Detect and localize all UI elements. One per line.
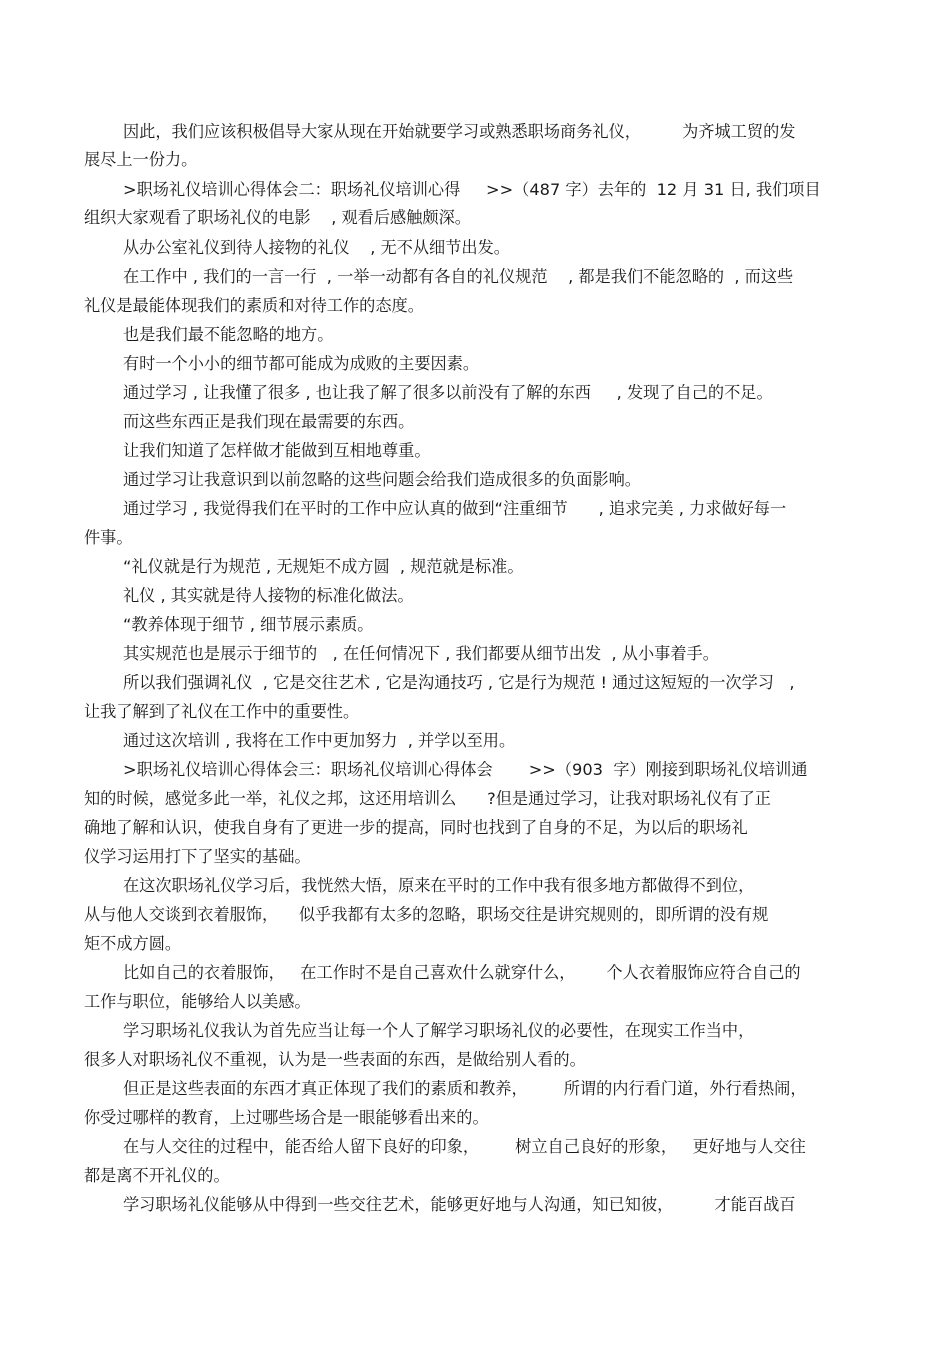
text-line: 其实规范也是展示于细节的 , 在任何情况下 , 我们都要从细节出发 , 从小事着手。 xyxy=(123,644,719,663)
text-line: 比如自己的衣着服饰， 在工作时不是自己喜欢什么就穿什么， 个人衣着服饰应符合自己的 xyxy=(123,963,801,982)
text-line: 礼仪 , 其实就是待人接物的标准化做法。 xyxy=(123,586,414,605)
text-line: 件事。 xyxy=(84,528,133,547)
text-line: 因此，我们应该积极倡导大家从现在开始就要学习或熟悉职场商务礼仪， 为齐城工贸的发 xyxy=(123,122,796,141)
text-line: 也是我们最不能忽略的地方。 xyxy=(123,325,334,344)
text-line: 从办公室礼仪到待人接物的礼仪 , 无不从细节出发。 xyxy=(123,238,510,257)
text-line: 在工作中 , 我们的一言一行 , 一举一动都有各自的礼仪规范 , 都是我们不能忽略的 , 而这些 xyxy=(123,267,794,286)
text-line: 通过学习 , 让我懂了很多 , 也让我了解了很多以前没有了解的东西 , 发现了自己的不足。 xyxy=(123,383,773,402)
text-line: 工作与职位，能够给人以美感。 xyxy=(84,992,311,1011)
text-line: 而这些东西正是我们现在最需要的东西。 xyxy=(123,412,415,431)
text-line: 都是离不开礼仪的。 xyxy=(84,1166,230,1185)
text-line: 让我们知道了怎样做才能做到互相地尊重。 xyxy=(123,441,431,460)
text-line: 组织大家观看了职场礼仪的电影 , 观看后感触颇深。 xyxy=(84,208,471,227)
text-line: >职场礼仪培训心得体会三：职场礼仪培训心得体会 >>（903 字）刚接到职场礼仪培训通 xyxy=(123,760,808,779)
text-line: 礼仪是最能体现我们的素质和对待工作的态度。 xyxy=(84,296,424,315)
text-line: 但正是这些表面的东西才真正体现了我们的素质和教养， 所谓的内行看门道，外行看热闹， xyxy=(123,1079,807,1098)
text-line: 让我了解到了礼仪在工作中的重要性。 xyxy=(84,702,360,721)
text-line: 通过学习 , 我觉得我们在平时的工作中应认真的做到“注重细节 , 追求完美 , 力求做好每一 xyxy=(123,499,787,518)
text-line: 知的时候，感觉多此一举，礼仪之邦，这还用培训么 ?但是通过学习，让我对职场礼仪有了正 xyxy=(84,789,771,808)
text-line: 从与他人交谈到衣着服饰， 似乎我都有太多的忽略，职场交往是讲究规则的，即所谓的没有规 xyxy=(84,905,769,924)
text-line: 有时一个小小的细节都可能成为成败的主要因素。 xyxy=(123,354,480,373)
text-line: 在这次职场礼仪学习后，我恍然大悟，原来在平时的工作中我有很多地方都做得不到位， xyxy=(123,876,755,895)
text-line: “礼仪就是行为规范 , 无规矩不成方圆 , 规范就是标准。 xyxy=(123,557,524,576)
text-line: 在与人交往的过程中，能否给人留下良好的印象， 树立自己良好的形象， 更好地与人交往 xyxy=(123,1137,806,1156)
text-line: 学习职场礼仪能够从中得到一些交往艺术，能够更好地与人沟通，知已知彼， 才能百战百 xyxy=(123,1195,796,1214)
text-line: “教养体现于细节 , 细节展示素质。 xyxy=(123,615,374,634)
text-line: 仪学习运用打下了坚实的基础。 xyxy=(84,847,311,866)
text-line: >职场礼仪培训心得体会二：职场礼仪培训心得 >>（487 字）去年的 12 月 31 日, 我们项目 xyxy=(123,180,821,199)
text-line: 确地了解和认识，使我自身有了更进一步的提高，同时也找到了自身的不足，为以后的职场礼 xyxy=(84,818,748,837)
text-line: 学习职场礼仪我认为首先应当让每一个人了解学习职场礼仪的必要性，在现实工作当中， xyxy=(123,1021,755,1040)
text-line: 矩不成方圆。 xyxy=(84,934,182,953)
text-line: 通过学习让我意识到以前忽略的这些问题会给我们造成很多的负面影响。 xyxy=(123,470,641,489)
text-line: 你受过哪样的教育，上过哪些场合是一眼能够看出来的。 xyxy=(84,1108,489,1127)
text-line: 展尽上一份力。 xyxy=(84,150,198,169)
text-line: 很多人对职场礼仪不重视，认为是一些表面的东西，是做给别人看的。 xyxy=(84,1050,586,1069)
text-line: 通过这次培训 , 我将在工作中更加努力 , 并学以至用。 xyxy=(123,731,516,750)
text-line: 所以我们强调礼仪 , 它是交往艺术 , 它是沟通技巧 , 它是行为规范 ! 通过这短短的一次学习 , xyxy=(123,673,795,692)
